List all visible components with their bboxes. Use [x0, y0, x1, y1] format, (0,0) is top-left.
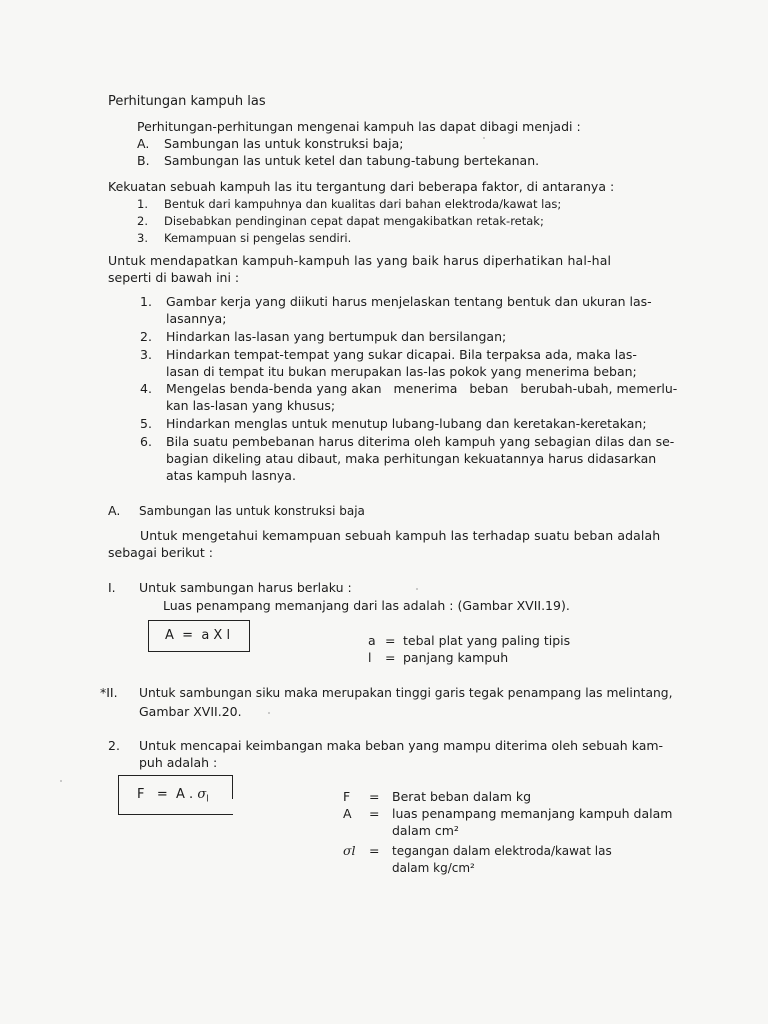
intro-item-text: Sambungan las untuk konstruksi baja;	[164, 136, 404, 151]
scan-speck	[416, 588, 418, 590]
good-item-line: bagian dikeling atau dibaut, maka perhitungan kekuatannya harus didasarkan	[166, 451, 657, 466]
good-marker: 2.	[140, 329, 152, 344]
good-paragraph-line: seperti di bawah ini :	[108, 270, 240, 285]
good-item-line: Hindarkan las-lasan yang bertumpuk dan bersilangan;	[166, 329, 507, 344]
strength-marker: 3.	[137, 231, 148, 245]
legend-equals: =	[385, 633, 396, 648]
formula-box	[118, 775, 233, 815]
item-2-line: Untuk mencapai keimbangan maka beban yang mampu diterima oleh sebuah kam-	[139, 738, 664, 753]
good-item-line: atas kampuh lasnya.	[166, 468, 296, 483]
section-a-line: Untuk mengetahui kemampuan sebuah kampuh las terhadap suatu beban adalah	[140, 528, 661, 543]
good-marker: 6.	[140, 434, 152, 449]
good-item-line: Hindarkan tempat-tempat yang sukar dicapai. Bila terpaksa ada, maka las-	[166, 347, 637, 362]
formula-box	[148, 620, 250, 652]
legend-symbol: σl	[343, 843, 356, 858]
legend-equals: =	[369, 806, 380, 821]
sigma-subscript: l	[206, 794, 209, 805]
strength-marker: 1.	[137, 197, 148, 211]
legend-desc: Berat beban dalam kg	[392, 789, 532, 804]
good-item-line: Gambar kerja yang diikuti harus menjelaskan tentang bentuk dan ukuran las-	[166, 294, 652, 309]
strength-item-text: Bentuk dari kampuhnya dan kualitas dari bahan elektroda/kawat las;	[164, 197, 562, 211]
good-paragraph-line: Untuk mendapatkan kampuh-kampuh las yang baik harus diperhatikan hal-hal	[108, 253, 612, 268]
legend-desc: luas penampang memanjang kampuh dalam	[392, 806, 673, 821]
legend-desc: dalam kg/cm²	[392, 861, 475, 875]
legend-symbol: a	[368, 633, 376, 648]
section-heading: Perhitungan kampuh las	[108, 94, 266, 109]
good-item-line: lasannya;	[166, 311, 227, 326]
item-i-marker: I.	[108, 580, 116, 595]
item-ii-marker: *II.	[100, 685, 118, 700]
strength-item-text: Disebabkan pendinginan cepat dapat mengakibatkan retak-retak;	[164, 214, 544, 228]
strength-paragraph: Kekuatan sebuah kampuh las itu tergantung dari beberapa faktor, di antaranya :	[108, 179, 615, 194]
good-item-line: Mengelas benda-benda yang akan menerima beban berubah-ubah, memerlu-	[166, 381, 678, 396]
legend-symbol: l	[368, 650, 372, 665]
item-ii-line: Gambar XVII.20.	[139, 704, 242, 719]
item-2-line: puh adalah :	[139, 755, 218, 770]
scan-speck	[483, 137, 485, 139]
formula-text	[137, 787, 209, 808]
scan-speck	[268, 712, 270, 714]
item-i-sub: Luas penampang memanjang dari las adalah : (Gambar XVII.19).	[163, 598, 570, 613]
strength-marker: 2.	[137, 214, 148, 228]
section-a-marker: A.	[108, 503, 121, 518]
good-marker: 3.	[140, 347, 152, 362]
legend-equals: =	[369, 789, 380, 804]
legend-symbol: A	[343, 806, 352, 821]
item-ii-line: Untuk sambungan siku maka merupakan tinggi garis tegak penampang las melintang,	[139, 686, 673, 700]
legend-desc: tebal plat yang paling tipis	[403, 633, 571, 648]
section-a-line: sebagai berikut :	[108, 545, 213, 560]
legend-desc: panjang kampuh	[403, 650, 509, 665]
good-marker: 4.	[140, 381, 152, 396]
formula-lhs: F = A .	[137, 787, 198, 802]
legend-desc: tegangan dalam elektroda/kawat las	[392, 844, 612, 858]
good-marker: 5.	[140, 416, 152, 431]
good-item-line: Hindarkan menglas untuk menutup lubang-lubang dan keretakan-keretakan;	[166, 416, 647, 431]
section-a-title: Sambungan las untuk konstruksi baja	[139, 504, 365, 518]
item-i-text: Untuk sambungan harus berlaku :	[139, 580, 352, 595]
good-item-line: Bila suatu pembebanan harus diterima oleh kampuh yang sebagian dilas dan se-	[166, 434, 675, 449]
intro-paragraph: Perhitungan-perhitungan mengenai kampuh las dapat dibagi menjadi :	[137, 119, 581, 134]
sigma-symbol: σ	[197, 787, 207, 802]
intro-marker: B.	[137, 153, 150, 168]
good-item-line: lasan di tempat itu bukan merupakan las-las pokok yang menerima beban;	[166, 364, 637, 379]
legend-symbol: F	[343, 789, 351, 804]
formula-text: A = a X l	[165, 628, 231, 643]
strength-item-text: Kemampuan si pengelas sendiri.	[164, 231, 352, 245]
legend-equals: =	[385, 650, 396, 665]
intro-item-text: Sambungan las untuk ketel dan tabung-tabung bertekanan.	[164, 153, 540, 168]
good-marker: 1.	[140, 294, 152, 309]
item-2-marker: 2.	[108, 738, 120, 753]
good-item-line: kan las-lasan yang khusus;	[166, 398, 336, 413]
scan-speck	[60, 780, 62, 782]
legend-equals: =	[369, 843, 380, 858]
legend-desc: dalam cm²	[392, 823, 459, 838]
intro-marker: A.	[137, 136, 150, 151]
